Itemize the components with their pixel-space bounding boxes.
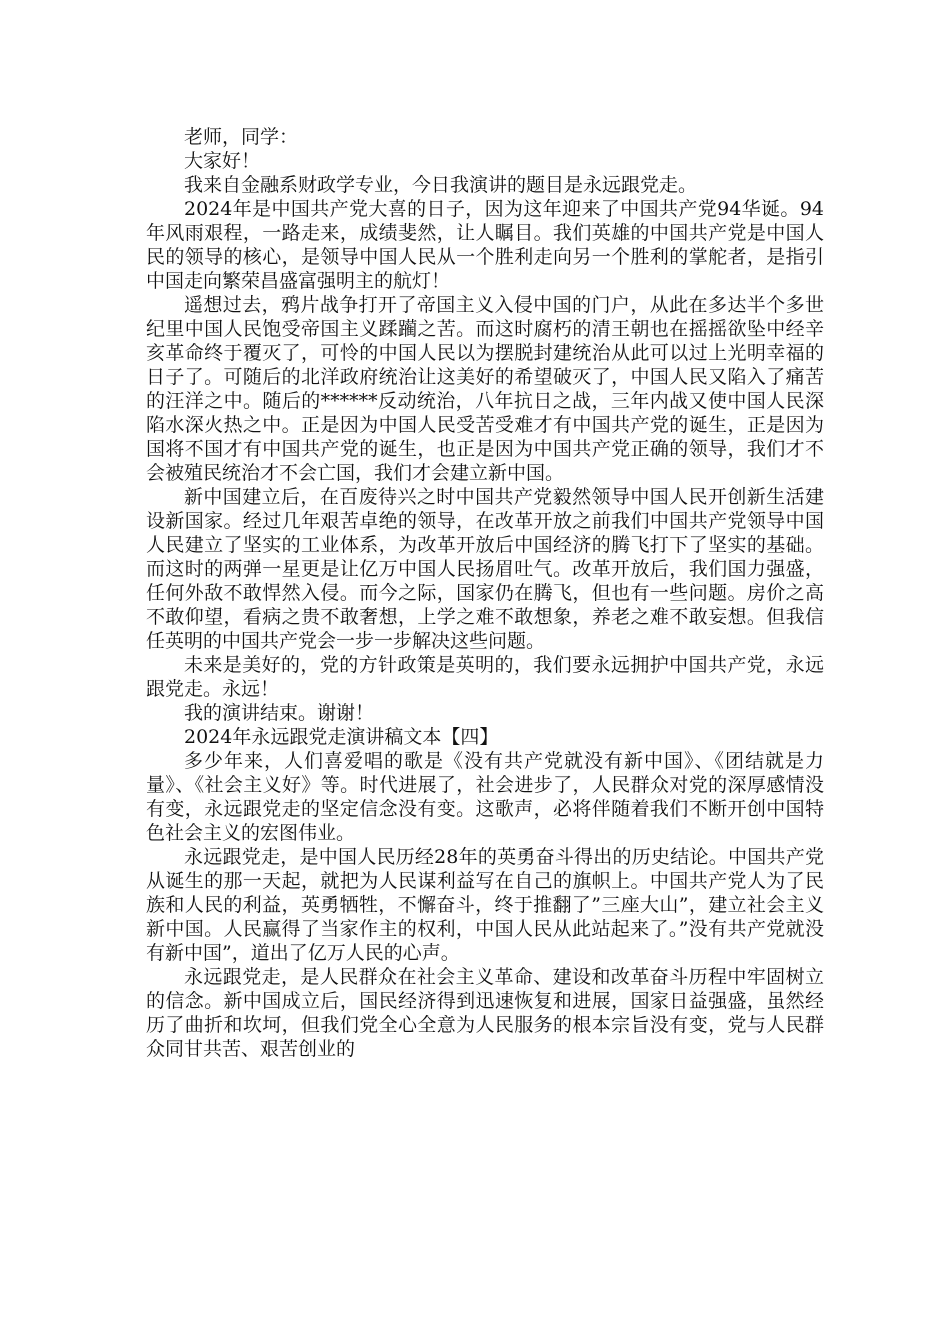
body-paragraph: 多少年来，人们喜爱唱的歌是《没有共产党就没有新中国》、《团结就是力量》、《社会主义好》等。时代进展了，社会进步了，人民群众对党的深厚感情没有变，永远跟党走的坚定信念没有变。这歌声，必将伴随着我们不断开创中国特色社会主义的宏图伟业。: [146, 750, 824, 844]
intro-paragraph: 我来自金融系财政学专业，今日我演讲的题目是永远跟党走。: [184, 174, 698, 196]
greeting: 大家好！: [184, 150, 261, 172]
body-paragraph: 永远跟党走，是中国人民历经28年的英勇奋斗得出的历史结论。中国共产党从诞生的那一天起，就把为人民谋利益写在自己的旗帜上。中国共产党人为了民族和人民的利益，英勇牺牲，不懈奋斗，终于推翻了”三座大山”，建立社会主义新中国。人民赢得了当家作主的权利，中国人民从此站起来了。”没有共产党就没有新中国”，道出了亿万人民的心声。: [146, 846, 824, 964]
body-paragraph: 未来是美好的，党的方针政策是英明的，我们要永远拥护中国共产党，永远跟党走。永远！: [146, 654, 824, 700]
salutation: 老师，同学：: [184, 126, 299, 148]
body-paragraph: 遥想过去，鸦片战争打开了帝国主义入侵中国的门户，从此在多达半个多世纪里中国人民饱受帝国主义蹂躏之苦。而这时腐朽的清王朝也在摇摇欲坠中经辛亥革命终于覆灭了，可怜的中国人民以为摆脱封建统治从此可以过上光明幸福的日子了。可随后的北洋政府统治让这美好的希望破灭了，中国人民又陷入了痛苦的汪洋之中。随后的******反动统治，八年抗日之战，三年内战又使中国人民深陷水深火热之中。正是因为中国人民受苦受难才有中国共产党的诞生，正是因为国将不国才有中国共产党的诞生，也正是因为中国共产党正确的领导，我们才不会被殖民统治才不会亡国，我们才会建立新中国。: [146, 294, 824, 484]
document-body: [146, 125, 824, 1061]
closing-line: 我的演讲结束。谢谢！: [184, 702, 375, 724]
section-heading: 2024年永远跟党走演讲稿文本【四】: [184, 726, 499, 748]
body-paragraph: 新中国建立后，在百废待兴之时中国共产党毅然领导中国人民开创新生活建设新国家。经过几年艰苦卓绝的领导，在改革开放之前我们中国共产党领导中国人民建立了坚实的工业体系，为改革开放后中国经济的腾飞打下了坚实的基础。而这时的两弹一星更是让亿万中国人民扬眉吐气。改革开放后，我们国力强盛，任何外敌不敢悍然入侵。而今之际，国家仍在腾飞，但也有一些问题。房价之高不敢仰望，看病之贵不敢奢想，上学之难不敢想象，养老之难不敢妄想。但我信任英明的中国共产党会一步一步解决这些问题。: [146, 486, 824, 652]
body-paragraph: 永远跟党走，是人民群众在社会主义革命、建设和改革奋斗历程中牢固树立的信念。新中国成立后，国民经济得到迅速恢复和进展，国家日益强盛，虽然经历了曲折和坎坷，但我们党全心全意为人民服务的根本宗旨没有变，党与人民群众同甘共苦、艰苦创业的: [146, 966, 824, 1060]
body-paragraph: 2024年是中国共产党大喜的日子，因为这年迎来了中国共产党94华诞。94年风雨艰程，一路走来，成绩斐然，让人瞩目。我们英雄的中国共产党是中国人民的领导的核心，是领导中国人民从一个胜利走向另一个胜利的掌舵者，是指引中国走向繁荣昌盛富强明主的航灯！: [146, 198, 824, 292]
